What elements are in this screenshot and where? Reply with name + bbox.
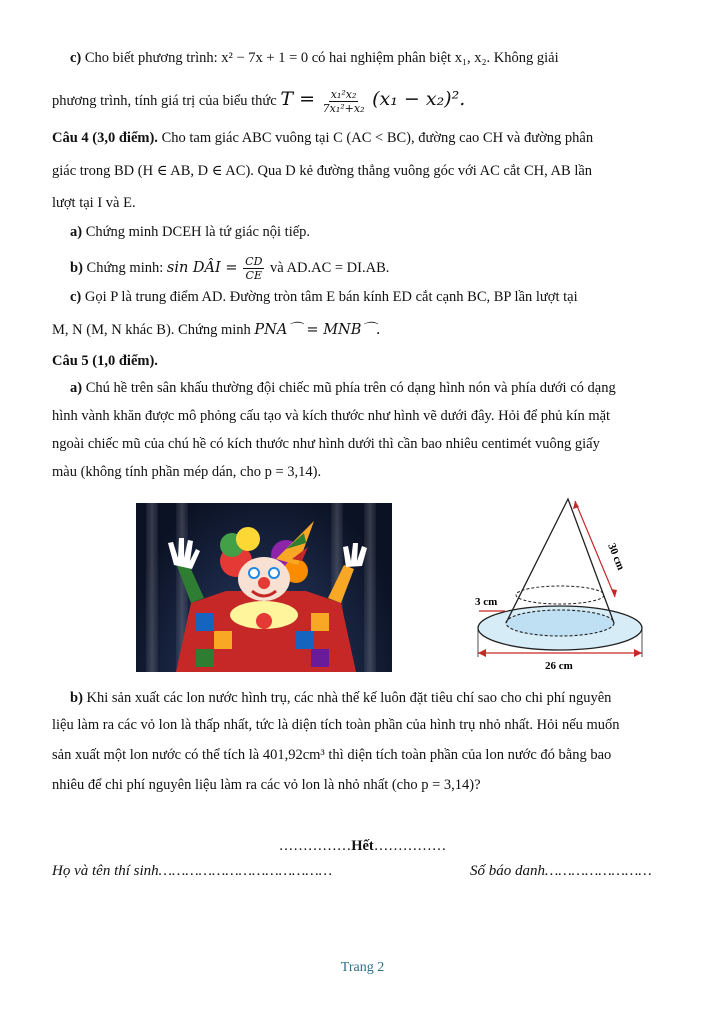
q5a-text-1: Chú hề trên sân khấu thường đội chiếc mũ phía trên có dạng hình nón và phía dưới có dạng xyxy=(85,380,616,396)
q4c-text-2: M, N (M, N khác B). Chứng minh xyxy=(52,322,251,338)
q4-line-2 xyxy=(52,161,682,181)
q5b-text-4: nhiêu để chi phí nguyên liệu làm ra các vỏ lon là nhỏ nhất (cho p = 3,14)? xyxy=(52,777,481,793)
q5b-line-2 xyxy=(52,715,682,735)
q5b-line-1 xyxy=(70,688,682,708)
q4b-sin: sin DÂI = xyxy=(166,259,238,276)
q5a-line-1 xyxy=(70,378,682,398)
q4-text-3: lượt tại I và E. xyxy=(52,195,136,211)
hat-base-circle xyxy=(506,610,614,636)
q5b-line-3 xyxy=(52,745,682,765)
q4b-line xyxy=(70,255,682,282)
q4-title: Câu 4 (3,0 điểm). xyxy=(52,130,158,146)
q5b-line-4 xyxy=(52,775,682,795)
q4a-text: Chứng minh DCEH là tứ giác nội tiếp. xyxy=(85,224,311,240)
q4b-denominator: CE xyxy=(245,269,262,282)
q5b-label: b) xyxy=(70,690,83,706)
q4a-label: a) xyxy=(70,224,83,240)
end-marker xyxy=(0,838,725,855)
q4c-line-2 xyxy=(52,320,682,340)
q5a-line-2 xyxy=(52,406,682,426)
q5a-text-2: hình vành khăn được mô phỏng cấu tạo và kích thước như hình vẽ dưới đây. Hỏi để phủ kín mặt xyxy=(52,408,611,424)
q5b-text-1: Khi sản xuất các lon nước hình trụ, các nhà thế kế luôn đặt tiêu chí sao cho chi phí nguyên xyxy=(86,690,612,706)
candidate-number-line: Số báo danh…………………… xyxy=(470,863,652,879)
q3c-text-1: Cho biết phương trình: x² − 7x + 1 = 0 có hai nghiệm phân biệt x₁, x₂. Không giải xyxy=(84,50,559,66)
brim-label: 3 cm xyxy=(475,596,498,608)
q4-text-2: giác trong BD (H ∈ AB, D ∈ AC). Qua D kẻ đường thẳng vuông góc với AC cắt CH, AB lần xyxy=(52,163,593,179)
q4-line-1 xyxy=(52,128,682,148)
diameter-arrow-right xyxy=(634,649,642,657)
page-number: Trang 2 xyxy=(340,960,385,975)
end-word: Hết xyxy=(351,838,374,854)
q5a-text-3: ngoài chiếc mũ của chú hề có kích thước như hình dưới thì cần bao nhiêu centimét vuông giấy xyxy=(52,436,600,452)
q5-title: Câu 5 (1,0 điểm). xyxy=(52,353,158,369)
hat-slice xyxy=(516,586,604,604)
diameter-label: 26 cm xyxy=(545,660,573,672)
q5a-text-4: màu (không tính phần mép dán, cho p = 3,14). xyxy=(52,464,322,480)
q5a-line-4 xyxy=(52,462,682,482)
q4-line-3 xyxy=(52,193,682,213)
q3c-fraction-numerator: x₁²x₂ xyxy=(330,88,357,101)
q3c-fraction xyxy=(321,88,367,115)
diameter-arrow-left xyxy=(478,649,486,657)
q4c-text-1: Gọi P là trung điểm AD. Đường tròn tâm E bán kính ED cắt cạnh BC, BP lần lượt tại xyxy=(84,289,578,305)
q5a-label: a) xyxy=(70,380,83,396)
end-dots-left: …………… xyxy=(278,838,352,854)
q3c-line-2 xyxy=(52,88,682,115)
q4b-numerator: CD xyxy=(245,255,263,268)
q5-title-line xyxy=(52,351,682,371)
clown-illustration xyxy=(136,503,392,672)
q5a-line-3 xyxy=(52,434,682,454)
q4b-fraction xyxy=(243,255,264,282)
q4c-expr: PNA⌒ = MNB⌒. xyxy=(254,322,381,338)
candidate-name-line: Họ và tên thí sinh………………………………… xyxy=(52,863,333,879)
q3c-line-1 xyxy=(70,48,682,68)
hat-diagram xyxy=(465,493,665,673)
q4b-pre: Chứng minh: xyxy=(86,259,164,276)
q3c-text-2: phương trình, tính giá trị của biểu thức xyxy=(52,92,277,109)
q3c-expr-tail: (x₁ − x₂)². xyxy=(372,87,466,110)
q4c-label: c) xyxy=(70,289,82,305)
clown-photo xyxy=(136,503,392,672)
q5b-text-3: sản xuất một lon nước có thể tích là 401,92cm³ thì diện tích toàn phần của lon nước đó bằng bao xyxy=(52,747,612,763)
q3c-label: c) xyxy=(70,50,82,66)
q3c-fraction-denominator: 7x₁²+x₂ xyxy=(322,102,365,115)
q4-text-1: Cho tam giác ABC vuông tại C (AC < BC), đường cao CH và đường phân xyxy=(161,130,594,146)
q4c-line-1 xyxy=(70,287,682,307)
q5b-text-2: liệu làm ra các vỏ lon là thấp nhất, tức là diện tích toàn phần của hình trụ nhỏ nhất. Hỏi nếu muốn xyxy=(52,717,620,733)
q4b-post: và AD.AC = DI.AB. xyxy=(270,259,390,276)
slant-label: 30 cm xyxy=(605,541,627,572)
q4a-line xyxy=(70,222,682,242)
end-dots-right: …………… xyxy=(373,838,447,854)
q4b-label: b) xyxy=(70,259,83,276)
q3c-expr-t: T = xyxy=(280,87,315,110)
